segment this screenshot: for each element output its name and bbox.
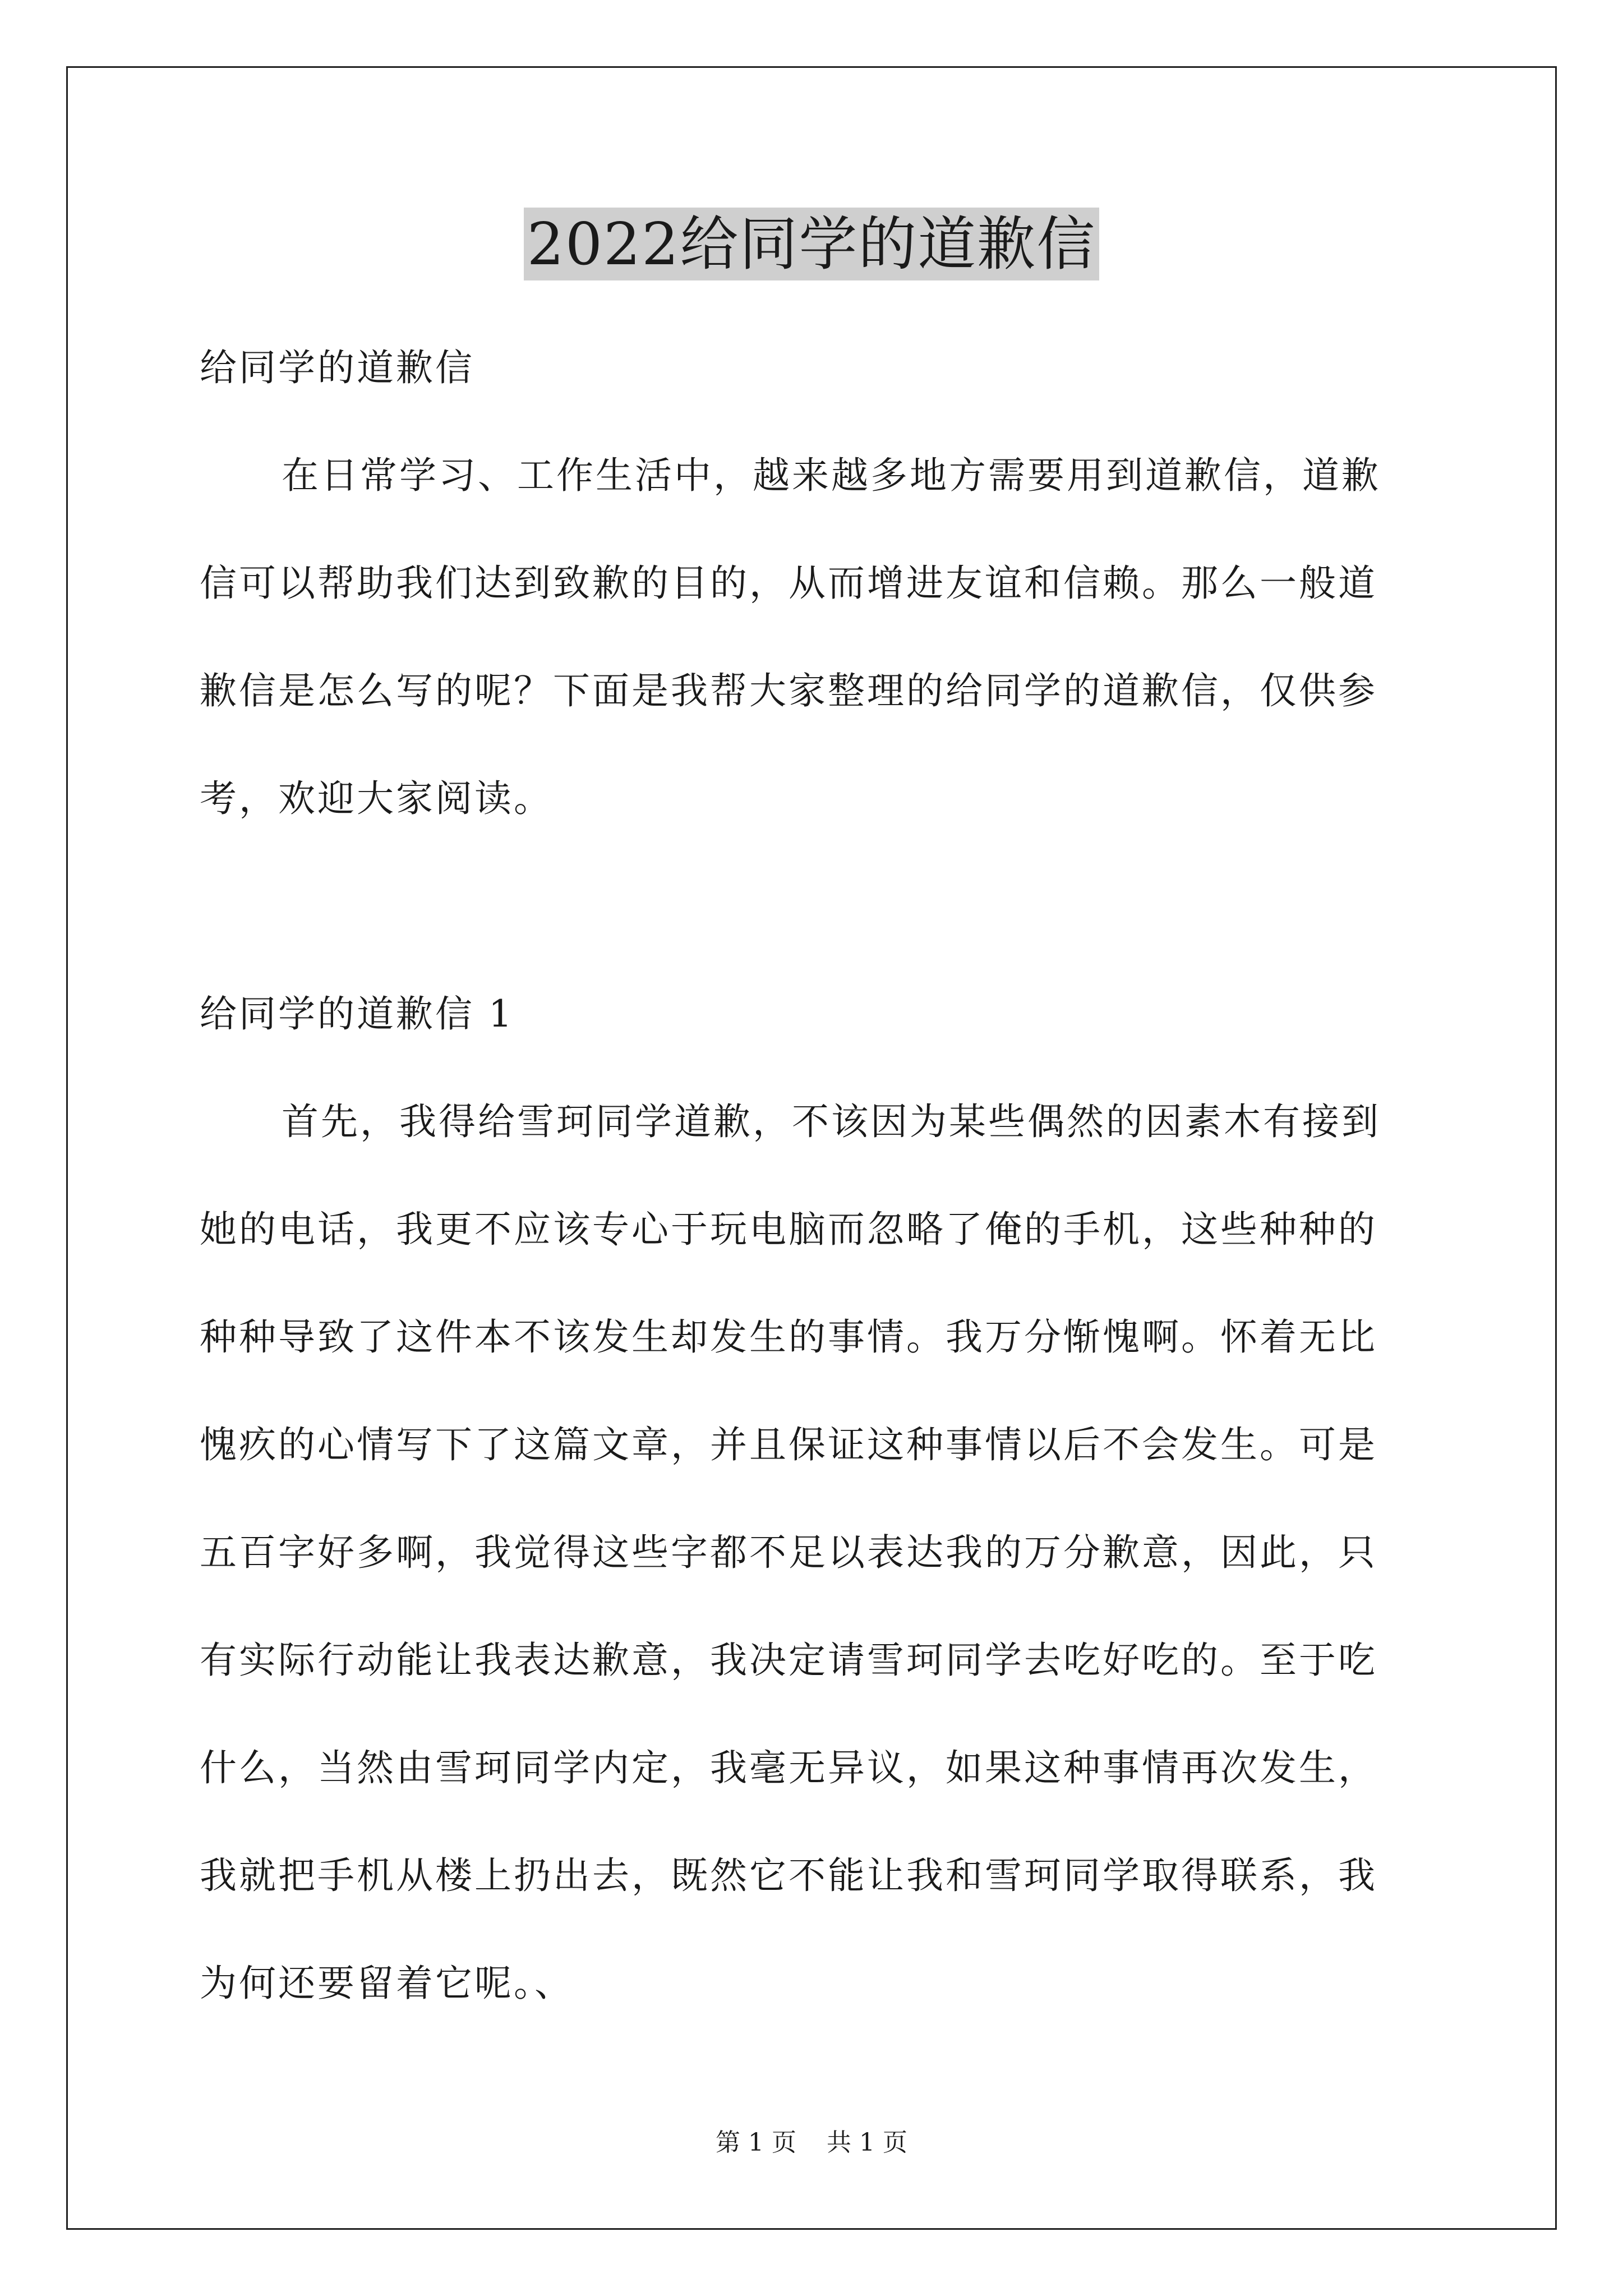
title-container: [0, 208, 1623, 280]
intro-paragraph-line: 歉信是怎么写的呢？下面是我帮大家整理的给同学的道歉信，仅供参: [200, 669, 1377, 712]
document-title: 2022给同学的道歉信: [524, 208, 1100, 280]
page-number: 第 1 页: [716, 2128, 796, 2157]
document-body: [200, 314, 1433, 2037]
letter-paragraph-line: 有实际行动能让我表达歉意，我决定请雪珂同学去吃好吃的。至于吃: [200, 1639, 1377, 1682]
intro-paragraph-line: 信可以帮助我们达到致歉的目的，从而增进友谊和信赖。那么一般道: [200, 562, 1377, 605]
page-footer: [0, 2126, 1623, 2160]
section-heading: 给同学的道歉信 1: [200, 992, 514, 1036]
paragraph-spacer: [200, 853, 1433, 960]
intro-paragraph-line: 考，欢迎大家阅读。: [200, 777, 553, 820]
letter-paragraph-line: 首先，我得给雪珂同学道歉，不该因为某些偶然的因素木有接到: [282, 1100, 1381, 1143]
letter-paragraph-line: 我就把手机从楼上扔出去，既然它不能让我和雪珂同学取得联系，我: [200, 1854, 1377, 1897]
letter-paragraph-line: 什么，当然由雪珂同学内定，我毫无异议，如果这种事情再次发生，: [200, 1746, 1377, 1789]
letter-paragraph-line: 五百字好多啊，我觉得这些字都不足以表达我的万分歉意，因此，只: [200, 1531, 1377, 1574]
letter-paragraph-line: 她的电话，我更不应该专心于玩电脑而忽略了俺的手机，这些种种的: [200, 1208, 1377, 1251]
letter-paragraph-line: 为何还要留着它呢。、: [200, 1962, 574, 2005]
intro-paragraph-line: 在日常学习、工作生活中，越来越多地方需要用到道歉信，道歉: [282, 454, 1381, 497]
section-heading: 给同学的道歉信: [200, 346, 474, 389]
letter-paragraph-line: 愧疚的心情写下了这篇文章，并且保证这种事情以后不会发生。可是: [200, 1423, 1377, 1466]
page-count: 共 1 页: [827, 2128, 907, 2157]
letter-paragraph-line: 种种导致了这件本不该发生却发生的事情。我万分惭愧啊。怀着无比: [200, 1315, 1377, 1359]
